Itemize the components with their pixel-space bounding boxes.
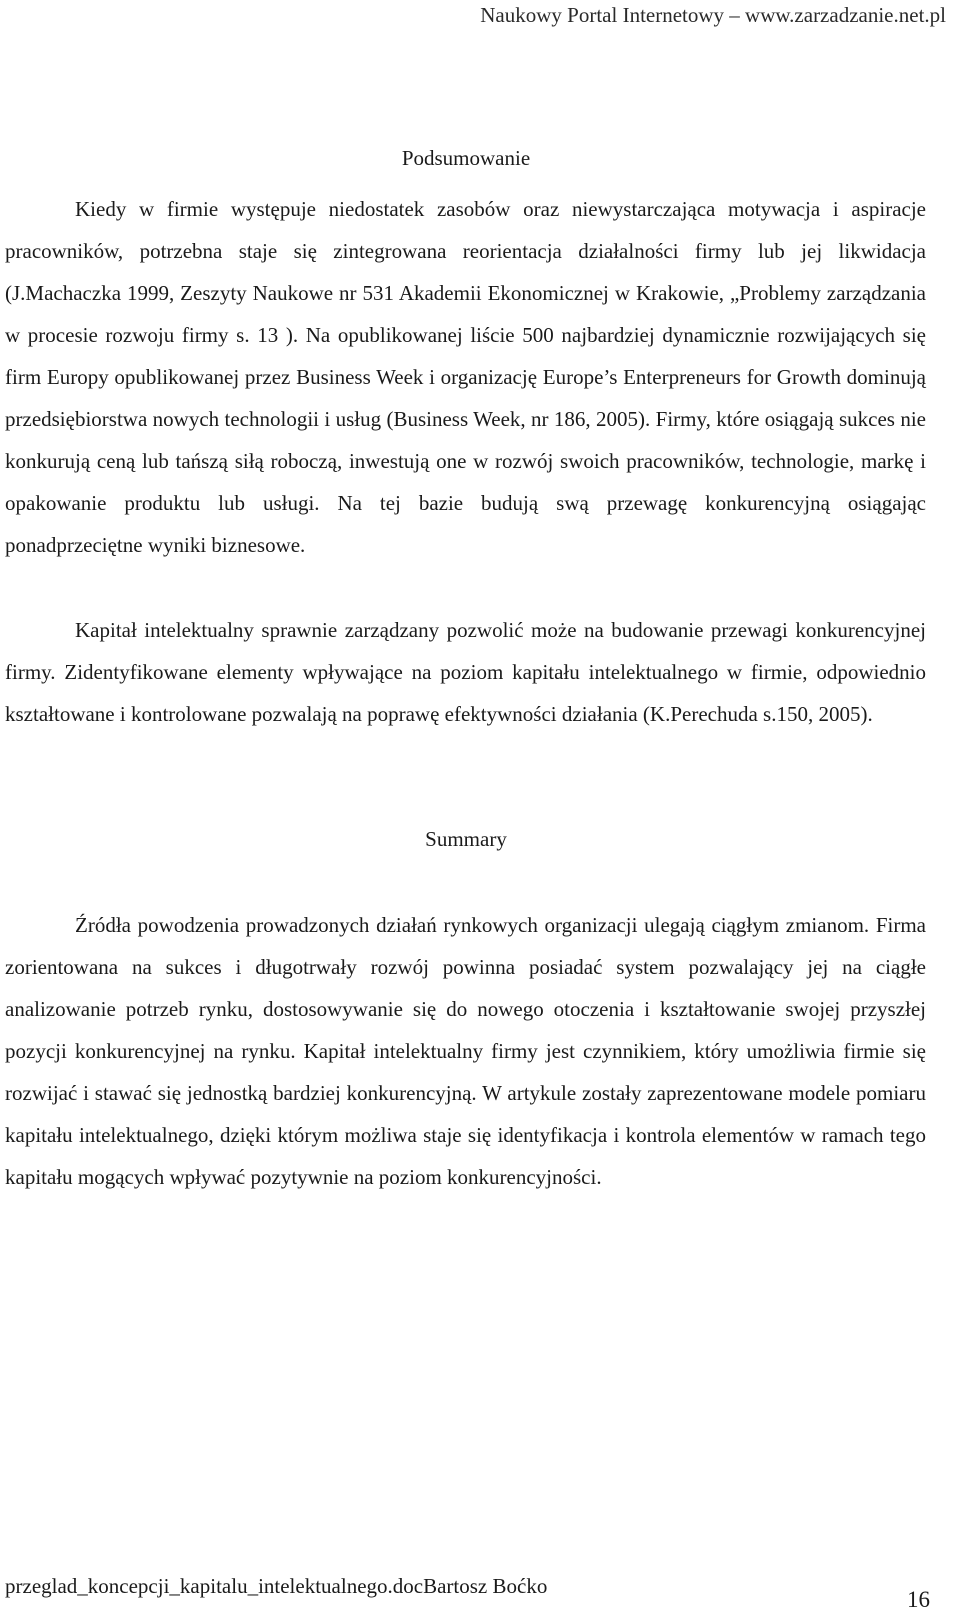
footer-filename-author: przeglad_koncepcji_kapitalu_intelektualnego.docBartosz Boćko (5, 1574, 548, 1598)
section-heading-podsumowanie: Podsumowanie (401, 146, 531, 170)
footer-page-number: 16 (907, 1587, 930, 1612)
section-heading-summary: Summary (425, 827, 507, 851)
paragraph-podsumowanie-2: Kapitał intelektualny sprawnie zarządzany pozwolić może na budowanie przewagi konkurencyjnej firmy. Zidentyfikowane elementy wpływające na poziom kapitału intelektualnego w firmie, odpowiednio kształtowane i kontrolowane pozwalają na poprawę efektywności działania (K.Perechuda s.150, 2005). (5, 618, 926, 726)
page-header: Naukowy Portal Internetowy – www.zarzadzanie.net.pl (480, 3, 946, 27)
paragraph-summary: Źródła powodzenia prowadzonych działań rynkowych organizacji ulegają ciągłym zmianom. Firma zorientowana na sukces i długotrwały rozwój powinna posiadać system pozwalający jej na ciągłe analizowanie potrzeb rynku, dostosowywanie się do nowego otoczenia i kształtowanie swojej przyszłej pozycji konkurencyjnej na rynku. Kapitał intelektualny firmy jest czynnikiem, który umożliwia firmie się rozwijać i stawać się jednostką bardziej konkurencyjną. W artykule zostały zaprezentowane modele pomiaru kapitału intelektualnego, dzięki którym możliwa staje się identyfikacja i kontrola elementów w ramach tego kapitału mogących wpływać pozytywnie na poziom konkurencyjności. (5, 913, 926, 1189)
paragraph-podsumowanie-1: Kiedy w firmie występuje niedostatek zasobów oraz niewystarczająca motywacja i aspiracje pracowników, potrzebna staje się zintegrowana reorientacja działalności firmy lub jej likwidacja (J.Machaczka 1999, Zeszyty Naukowe nr 531 Akademii Ekonomicznej w Krakowie, „Problemy zarządzania w procesie rozwoju firmy s. 13 ). Na opublikowanej liście 500 najbardziej dynamicznie rozwijających się firm Europy opublikowanej przez Business Week i organizację Europe’s Enterpreneurs for Growth dominują przedsiębiorstwa nowych technologii i usług (Business Week, nr 186, 2005). Firmy, które osiągają sukces nie konkurują ceną lub tańszą siłą roboczą, inwestują one w rozwój swoich pracowników, technologie, markę i opakowanie produktu lub usługi. Na tej bazie budują swą przewagę konkurencyjną osiągając ponadprzeciętne wyniki biznesowe. (5, 197, 926, 557)
